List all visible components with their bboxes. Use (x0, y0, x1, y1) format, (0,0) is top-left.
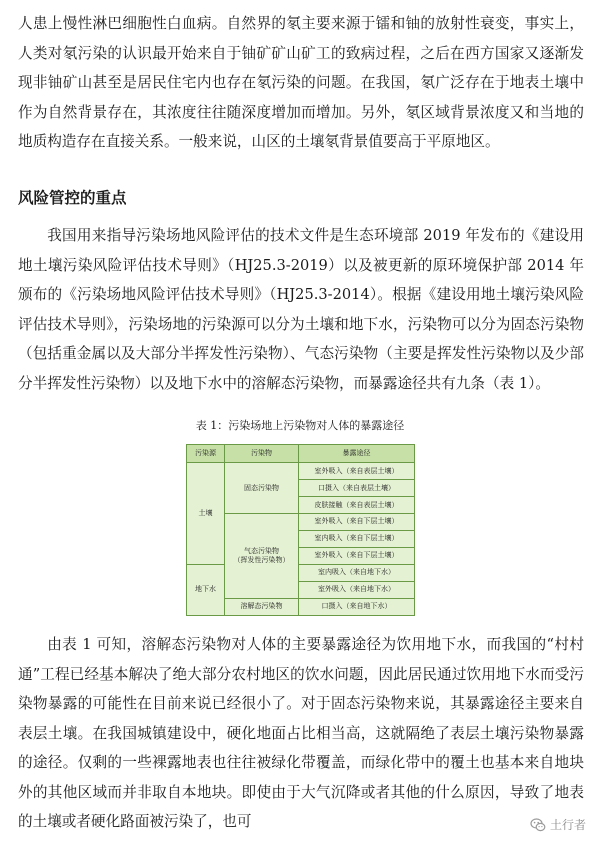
paragraph-intro: 人患上慢性淋巴细胞性白血病。自然界的氡主要来源于镭和铀的放射性衰变，事实上，人类对氡污染的认识最开始来自于铀矿矿山矿工的致病过程，之后在西方国家又逐渐发现非铀矿山甚至是居民住宅内也存在氡污染的问题。在我国，氡广泛存在于地表土壤中作为自然背景存在，其浓度往往随深度增加而增加。另外，氡区域背景浓度又和当地的地质构造存在直接关系。一般来说，山区的土壤氡背景值要高于平原地区。 (18, 15, 584, 150)
table-caption: 表 1：污染场地上污染物对人体的暴露途径 (195, 419, 405, 432)
header-pollutant: 污染物 (225, 445, 299, 463)
exposure-pathway-table (186, 444, 415, 616)
paragraph-analysis: 由表 1 可知，溶解态污染物对人体的主要暴露途径为饮用地下水，而我国的“村村通”工程已经基本解决了绝大部分农村地区的饮水问题，因此居民通过饮用地下水而受污染物暴露的可能性在目前来说已经很小了。对于固态污染物来说，其暴露途径主要来自表层土壤。在我国城镇建设中，硬化地面占比相当高，这就隔绝了表层土壤污染物暴露的途径。仅剩的一些裸露地表也往往被绿化带覆盖，而绿化带中的覆土也基本来自地块外的其他区域而并非取自本地块。即使由于大气沉降或者其他的什么原因，导致了地表的土壤或者硬化路面被污染了，也可 (18, 636, 584, 830)
pathway-cell: 室外吸入（来自表层土壤） (299, 463, 415, 480)
exposure-table-wrapper (186, 444, 414, 616)
pathway-cell: 皮肤接触（来自表层土壤） (299, 497, 415, 514)
pollutant-dissolved-cell: 溶解态污染物 (225, 598, 299, 615)
table-row (187, 463, 415, 480)
pathway-cell: 口摄入（来自地下水） (299, 598, 415, 615)
pollutant-gas-cell: 气态污染物 （挥发性污染物） (225, 514, 299, 599)
table-header-row (187, 445, 415, 463)
table-row (187, 564, 415, 581)
pathway-cell: 室外吸入（来自下层土壤） (299, 514, 415, 531)
paragraph-guidelines: 我国用来指导污染场地风险评估的技术文件是生态环境部 2019 年发布的《建设用地土壤污染风险评估技术导则》（HJ25.3-2019）以及被更新的原环境保护部 2014 年颁布的《污染场地风险评估技术导则》（HJ25.3-2014）。根据《建设用地土壤污染风险评估技术导则》，污染场地的污染源可以分为土壤和地下水，污染物可以分为固态污染物（包括重金属以及大部分半挥发性污染物）、气态污染物（主要是挥发性污染物以及少部分半挥发性污染物）以及地下水中的溶解态污染物，而暴露途径共有九条（表 1）。 (18, 227, 584, 392)
pathway-cell: 室外吸入（来自下层土壤） (299, 547, 415, 564)
header-pathway: 暴露途径 (299, 445, 415, 463)
section-heading: 风险管控的重点 (18, 189, 127, 207)
source-groundwater-cell: 地下水 (187, 564, 225, 615)
watermark-label: 土行者 (549, 818, 586, 832)
pathway-cell: 室外吸入（来自地下水） (299, 581, 415, 598)
pollutant-solid-cell: 固态污染物 (225, 463, 299, 514)
source-soil-cell: 土壤 (187, 463, 225, 565)
pathway-cell: 室内吸入（来自下层土壤） (299, 530, 415, 547)
pathway-cell: 口摄入（来自表层土壤） (299, 480, 415, 497)
wechat-watermark (530, 816, 586, 833)
wechat-icon (530, 817, 546, 833)
pathway-cell: 室内吸入（来自地下水） (299, 564, 415, 581)
header-source: 污染源 (187, 445, 225, 463)
